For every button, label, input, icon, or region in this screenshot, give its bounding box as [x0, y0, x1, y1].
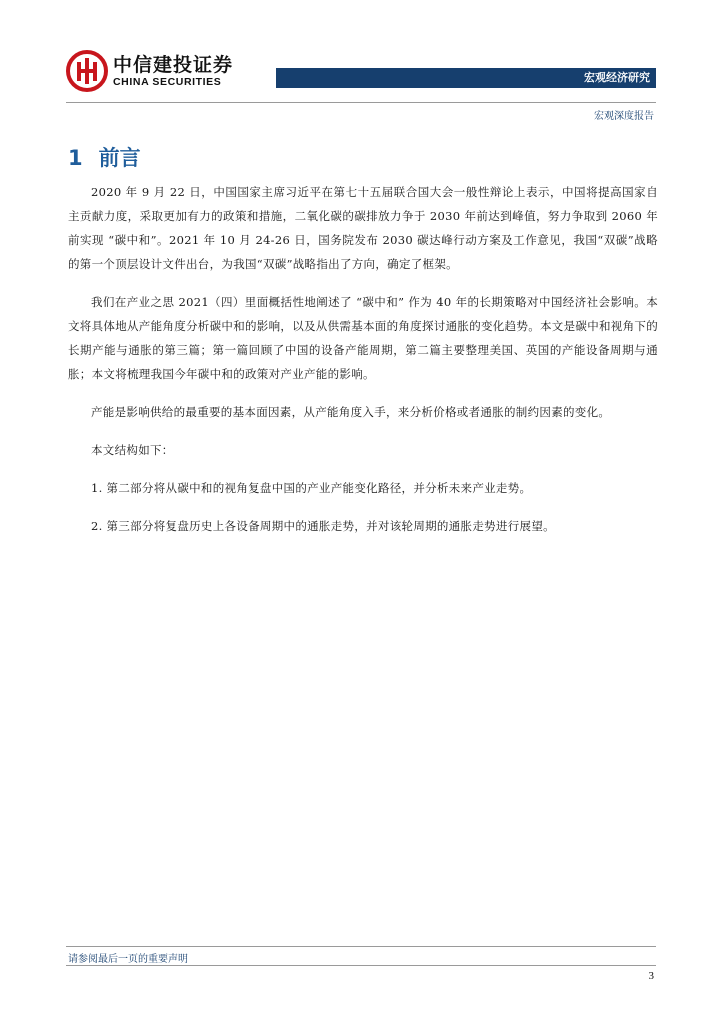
- body-text: [68, 180, 658, 552]
- logo-chinese-name: 中信建投证券: [113, 53, 234, 76]
- report-type-label: 宏观深度报告: [594, 111, 654, 122]
- section-heading: [68, 142, 141, 172]
- list-item: 1. 第二部分将从碳中和的视角复盘中国的产业产能变化路径，并分析未来产业走势。: [91, 481, 532, 495]
- footer-divider: [66, 946, 656, 947]
- logo-english-name: CHINA SECURITIES: [113, 75, 222, 88]
- header-divider: [66, 102, 656, 103]
- citic-logo-icon: [66, 50, 108, 92]
- paragraph-context: 我们在产业之思 2021（四）里面概括性地阐述了 “碳中和” 作为 40 年的长期策略对中国经济社会影响。本文将具体地从产能角度分析碳中和的影响，以及从供需基本面的角度探讨通胀的变化趋势。本文是碳中和视角下的长期产能与通胀的第三篇；第一篇回顾了中国的设备产能周期，第二篇主要整理美国、英国的产能设备周期与通胀；本文将梳理我国今年碳中和的政策对产业产能的影响。: [68, 295, 658, 381]
- footer-divider-bottom: [66, 965, 656, 966]
- page-number: 3: [648, 970, 654, 982]
- page-header: [0, 0, 724, 122]
- paragraph-structure-heading: 本文结构如下：: [91, 443, 174, 457]
- footer-disclaimer: 请参阅最后一页的重要声明: [68, 954, 188, 965]
- company-logo: [66, 50, 233, 92]
- section-number: 1: [68, 146, 83, 170]
- list-item: 2. 第三部分将复盘历史上各设备周期中的通胀走势，并对该轮周期的通胀走势进行展望。: [91, 519, 555, 533]
- paragraph-capacity: 产能是影响供给的最重要的基本面因素，从产能角度入手，来分析价格或者通胀的制约因素的变化。: [91, 405, 611, 419]
- report-category: 宏观经济研究: [584, 71, 650, 84]
- section-title: 前言: [98, 146, 141, 170]
- paragraph-intro: 2020 年 9 月 22 日，中国国家主席习近平在第七十五届联合国大会一般性辩论上表示，中国将提高国家自主贡献力度，采取更加有力的政策和措施，二氧化碳的碳排放力争于 2030 年前达到峰值，努力争取到 2060 年前实现 “碳中和”。2021 年 10 月 24-26 日，国务院发布 2030 碳达峰行动方案及工作意见，我国“双碳”战略的第一个顶层设计文件出台，为我国“双碳”战略指出了方向，确定了框架。: [68, 185, 658, 271]
- header-category-bar: [276, 68, 656, 88]
